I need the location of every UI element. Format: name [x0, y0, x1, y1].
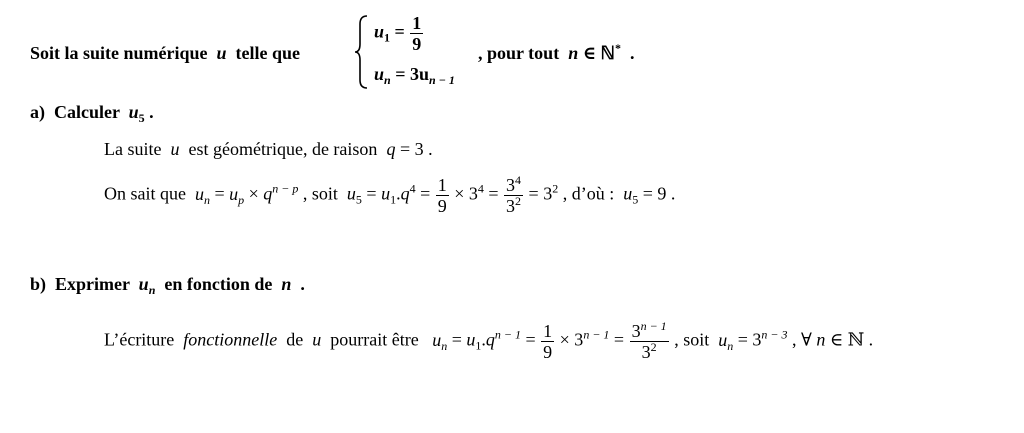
u1-fraction: $\frac{1}{9}$ — [412, 13, 422, 54]
system-row-un: $u_n = 3u_{n - 1}$ — [374, 64, 455, 87]
part-a-line-2: On sait que $u_n = u_p \times q^{n - p}$ , soit $u_5 = u_1.q^4$ = $\frac{1}{9}$ × $3^4$ = $\frac{3^4}{3^2}$ = $3^2$ , d’où : $u_5 = 9$ . — [104, 173, 676, 216]
part-b-line: L’écriture fonctionnelle de u pourrait être $u_n = u_1.q^{n - 1}$ = $\frac{1}{9}$ × $3^{n - 1}$ = $\frac{3^{n - 1}}{3^2}$ , soit $u_n = 3^{n - 3}$ , ∀ n ∈ ℕ . — [104, 319, 874, 362]
part-a-line-1: La suite u est géométrique, de raison q = 3 . — [104, 139, 433, 159]
part-b-title: b) Exprimer $u_n$ en fonction de n . — [30, 274, 305, 297]
b-fraction-2: $\frac{3^{n - 1}}{3^2}$ — [631, 319, 667, 362]
system-brace — [354, 14, 370, 90]
part-a-title: a) Calculer $u_5$ . — [30, 102, 154, 125]
statement-text: Soit la suite numérique u telle que — [30, 43, 301, 63]
b-fraction-1: $\frac{1}{9}$ — [543, 321, 553, 362]
system-row-u1: $u_1$ = $\frac{1}{9}$ — [374, 13, 422, 54]
a-fraction-1: $\frac{1}{9}$ — [437, 175, 447, 216]
a-fraction-2: $\frac{3^4}{3^2}$ — [506, 173, 522, 216]
statement-for-all: , pour tout n ∈ ℕ* . — [478, 41, 635, 63]
